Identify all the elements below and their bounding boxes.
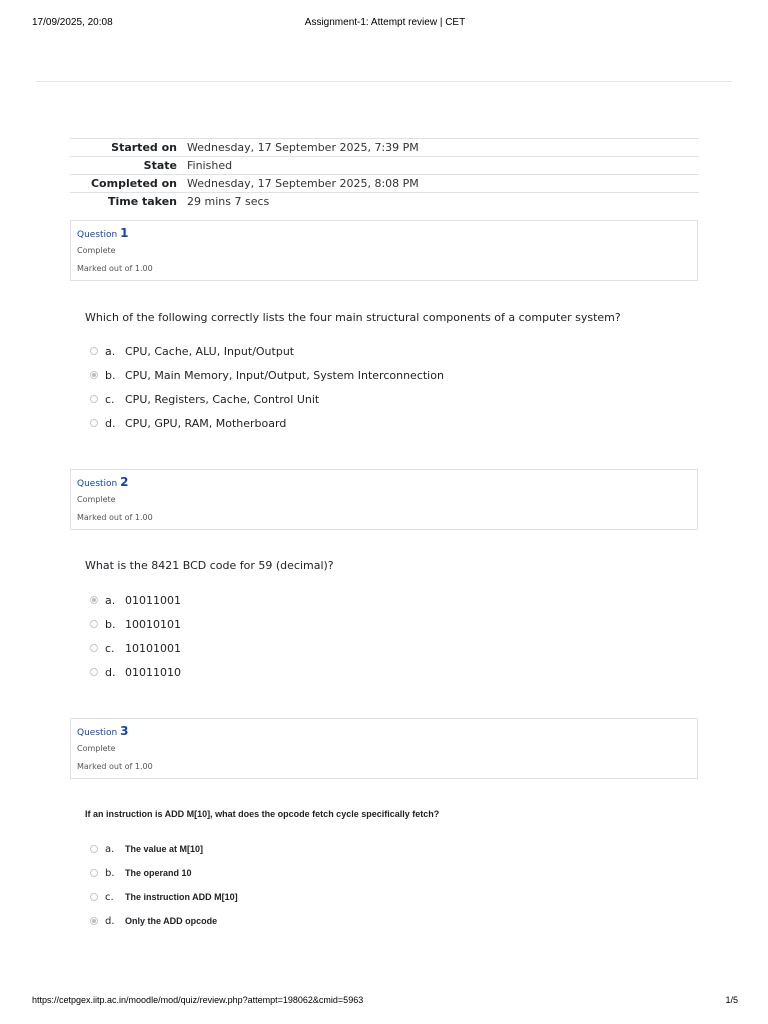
summary-value: Wednesday, 17 September 2025, 7:39 PM (187, 141, 419, 154)
print-page-title: Assignment-1: Attempt review | CET (304, 17, 466, 28)
question-grade: Marked out of 1.00 (77, 762, 153, 771)
summary-value: Finished (187, 159, 233, 172)
answer-letter: c. (105, 891, 114, 903)
radio-button[interactable] (90, 620, 98, 628)
radio-button[interactable] (90, 347, 98, 355)
answer-letter: d. (105, 416, 116, 430)
radio-button-selected[interactable] (90, 596, 98, 604)
summary-row (70, 175, 699, 193)
answer-option[interactable] (90, 612, 181, 636)
answer-list (90, 588, 181, 684)
question-state: Complete (77, 495, 116, 504)
answer-letter: a. (105, 344, 116, 358)
summary-row (70, 193, 699, 211)
radio-button[interactable] (90, 668, 98, 676)
answer-text: Only the ADD opcode (125, 916, 218, 926)
question-number-value: 2 (120, 475, 129, 489)
answer-text: CPU, Registers, Cache, Control Unit (125, 392, 320, 406)
radio-button-selected[interactable] (90, 917, 98, 925)
question-label: Question (77, 230, 118, 240)
answer-option[interactable] (90, 339, 444, 363)
radio-button[interactable] (90, 395, 98, 403)
answer-option[interactable] (90, 837, 238, 861)
answer-letter: d. (105, 915, 115, 927)
summary-label: Started on (111, 141, 177, 154)
answer-option[interactable] (90, 636, 181, 660)
answer-letter: a. (105, 593, 116, 607)
question-number (77, 475, 697, 491)
summary-row (70, 157, 699, 175)
answer-option[interactable] (90, 861, 238, 885)
answer-text: 10010101 (125, 617, 181, 631)
answer-letter: c. (105, 392, 115, 406)
question-state: Complete (77, 744, 116, 753)
answer-option[interactable] (90, 411, 444, 435)
answer-option[interactable] (90, 588, 181, 612)
question-info-box (70, 718, 698, 779)
answer-option[interactable] (90, 909, 238, 933)
answer-text: The value at M[10] (125, 844, 204, 854)
answer-text: CPU, Cache, ALU, Input/Output (125, 344, 295, 358)
question-info-box (70, 469, 698, 530)
answer-letter: b. (105, 368, 116, 382)
answer-option[interactable] (90, 363, 444, 387)
radio-button[interactable] (90, 419, 98, 427)
answer-list (90, 339, 444, 435)
answer-letter: b. (105, 867, 115, 879)
answer-letter: b. (105, 617, 116, 631)
question-label: Question (77, 728, 118, 738)
summary-row (70, 139, 699, 157)
answer-text: The operand 10 (125, 868, 192, 878)
question-number-value: 1 (120, 226, 129, 240)
print-page-number: 1/5 (725, 995, 738, 1005)
answer-letter: c. (105, 641, 115, 655)
radio-button[interactable] (90, 644, 98, 652)
question-number (77, 724, 697, 740)
question-grade: Marked out of 1.00 (77, 513, 153, 522)
print-url: https://cetpgex.iitp.ac.in/moodle/mod/quiz/review.php?attempt=198062&cmid=5963 (32, 995, 364, 1005)
summary-label: State (143, 159, 177, 172)
answer-text: CPU, GPU, RAM, Motherboard (125, 416, 287, 430)
answer-option[interactable] (90, 387, 444, 411)
question-text: What is the 8421 BCD code for 59 (decimal)? (85, 559, 334, 572)
question-info-box (70, 220, 698, 281)
answer-text: The instruction ADD M[10] (125, 892, 238, 902)
answer-list (90, 837, 238, 933)
summary-label: Time taken (107, 195, 177, 208)
answer-text: CPU, Main Memory, Input/Output, System Interconnection (125, 368, 444, 382)
answer-text: 01011010 (125, 665, 181, 679)
print-footer (32, 995, 738, 1009)
print-datetime: 17/09/2025, 20:08 (32, 17, 113, 28)
question-label: Question (77, 479, 118, 489)
summary-value: 29 mins 7 secs (187, 195, 270, 208)
answer-letter: a. (105, 843, 115, 855)
radio-button[interactable] (90, 893, 98, 901)
print-header (32, 17, 738, 31)
answer-letter: d. (105, 665, 116, 679)
question-number (77, 226, 697, 242)
answer-option[interactable] (90, 885, 238, 909)
question-text: Which of the following correctly lists the four main structural components of a computer system? (85, 311, 621, 324)
answer-text: 01011001 (125, 593, 181, 607)
answer-text: 10101001 (125, 641, 181, 655)
question-number-value: 3 (120, 724, 129, 738)
header-divider (36, 81, 732, 82)
radio-button[interactable] (90, 845, 98, 853)
radio-button-selected[interactable] (90, 371, 98, 379)
question-grade: Marked out of 1.00 (77, 264, 153, 273)
question-text: If an instruction is ADD M[10], what does the opcode fetch cycle specifically fetch? (85, 809, 440, 819)
question-state: Complete (77, 246, 116, 255)
summary-value: Wednesday, 17 September 2025, 8:08 PM (187, 177, 419, 190)
summary-label: Completed on (90, 177, 177, 190)
radio-button[interactable] (90, 869, 98, 877)
answer-option[interactable] (90, 660, 181, 684)
attempt-summary-table (70, 138, 699, 211)
